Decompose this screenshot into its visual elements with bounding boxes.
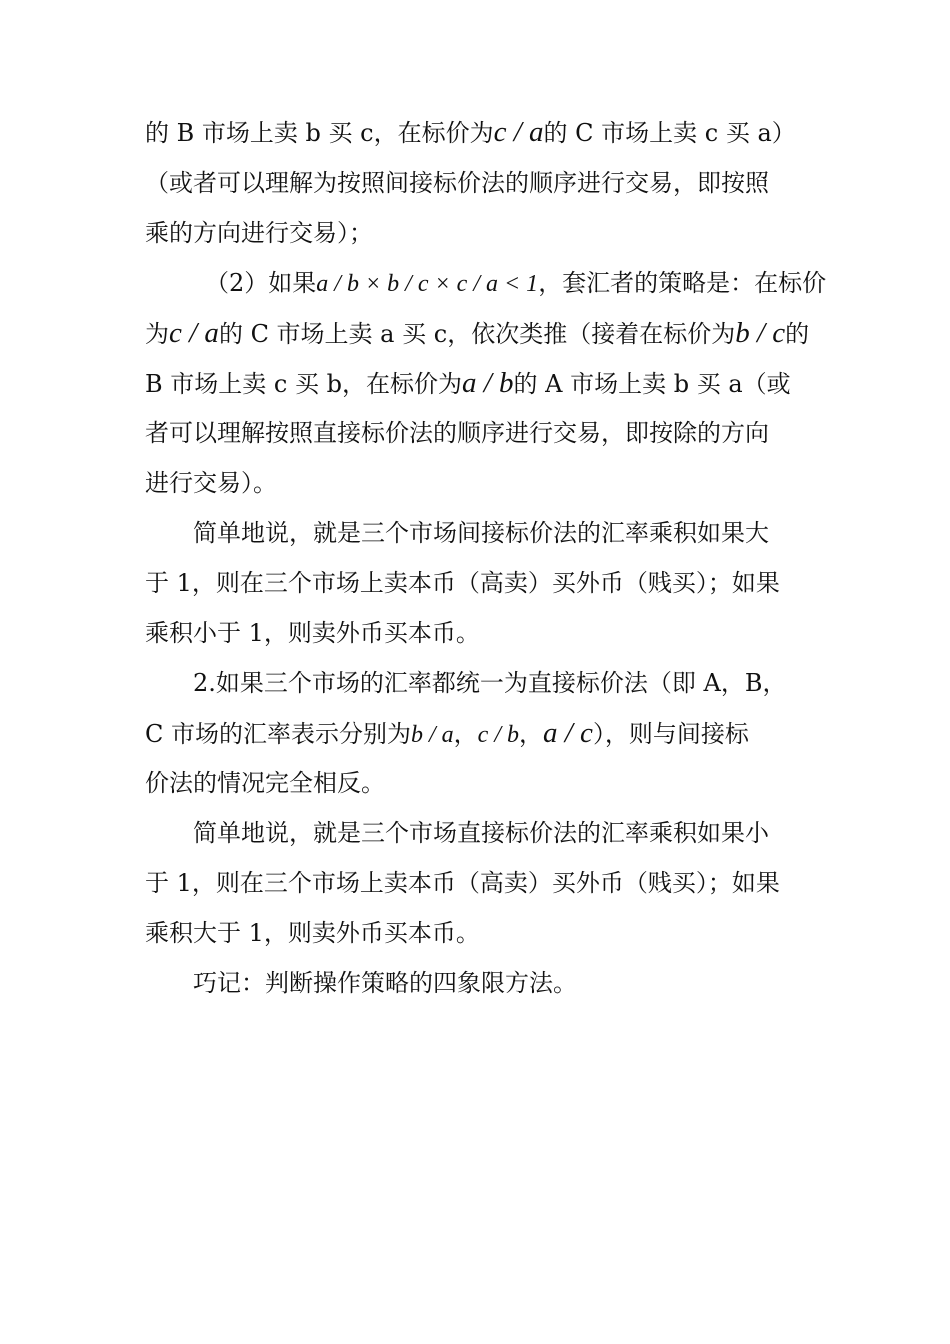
text-line: 乘的方向进行交易）； — [145, 219, 373, 247]
math-expression: b / c — [735, 317, 786, 349]
text-line — [145, 363, 807, 403]
math-expression: a / b × b / c × c / a < 1 — [316, 271, 539, 297]
text-line — [145, 713, 807, 753]
text-line: 于 1，则在三个市场上卖本币（高卖）买外币（贱买）；如果 — [145, 569, 780, 597]
text-line: 者可以理解按照直接标价法的顺序进行交易，即按除的方向 — [145, 419, 769, 447]
text-segment: 为 — [145, 320, 169, 348]
math-expression: a / b — [461, 367, 514, 399]
text-line: 进行交易）。 — [145, 469, 277, 497]
text-line — [205, 263, 827, 303]
text-segment: ），则与间接标 — [592, 720, 749, 748]
text-line: 于 1，则在三个市场上卖本币（高卖）买外币（贱买）；如果 — [145, 869, 780, 897]
text-line — [145, 112, 807, 152]
text-line — [145, 313, 810, 353]
text-segment: 的 — [785, 320, 810, 348]
text-segment: 的 C 市场上卖 a 买 c，依次类推（接着在标价为 — [218, 320, 736, 348]
math-expression: a / c — [543, 717, 593, 749]
math-expression: c / a — [169, 317, 219, 349]
text-line: 乘积小于 1，则卖外币买本币。 — [145, 619, 480, 647]
text-segment: ，套汇者的策略是：在标价 — [538, 269, 827, 297]
math-expression: c / a — [493, 116, 544, 148]
text-segment: B 市场上卖 c 买 b，在标价为 — [145, 370, 462, 398]
text-segment: （2）如果 — [205, 269, 317, 297]
text-line: 2.如果三个市场的汇率都统一为直接标价法（即 A，B， — [193, 669, 787, 697]
math-expression: c / b — [477, 722, 519, 748]
text-segment: 的 B 市场上卖 b 买 c，在标价为 — [145, 119, 494, 147]
text-segment: ， — [453, 720, 478, 748]
text-segment: C 市场的汇率表示分别为 — [145, 720, 411, 748]
text-line: 乘积大于 1，则卖外币买本币。 — [145, 919, 480, 947]
text-segment: 的 C 市场上卖 c 买 a） — [543, 119, 796, 147]
text-line: 简单地说，就是三个市场间接标价法的汇率乘积如果大 — [193, 519, 769, 547]
text-segment: ， — [519, 720, 543, 748]
math-expression: b / a — [411, 722, 454, 748]
text-line: 巧记：判断操作策略的四象限方法。 — [193, 969, 577, 997]
text-line: 价法的情况完全相反。 — [145, 769, 385, 797]
text-line: 简单地说，就是三个市场直接标价法的汇率乘积如果小 — [193, 819, 769, 847]
text-line: （或者可以理解为按照间接标价法的顺序进行交易，即按照 — [145, 169, 769, 197]
text-segment: 的 A 市场上卖 b 买 a（或 — [513, 370, 791, 398]
